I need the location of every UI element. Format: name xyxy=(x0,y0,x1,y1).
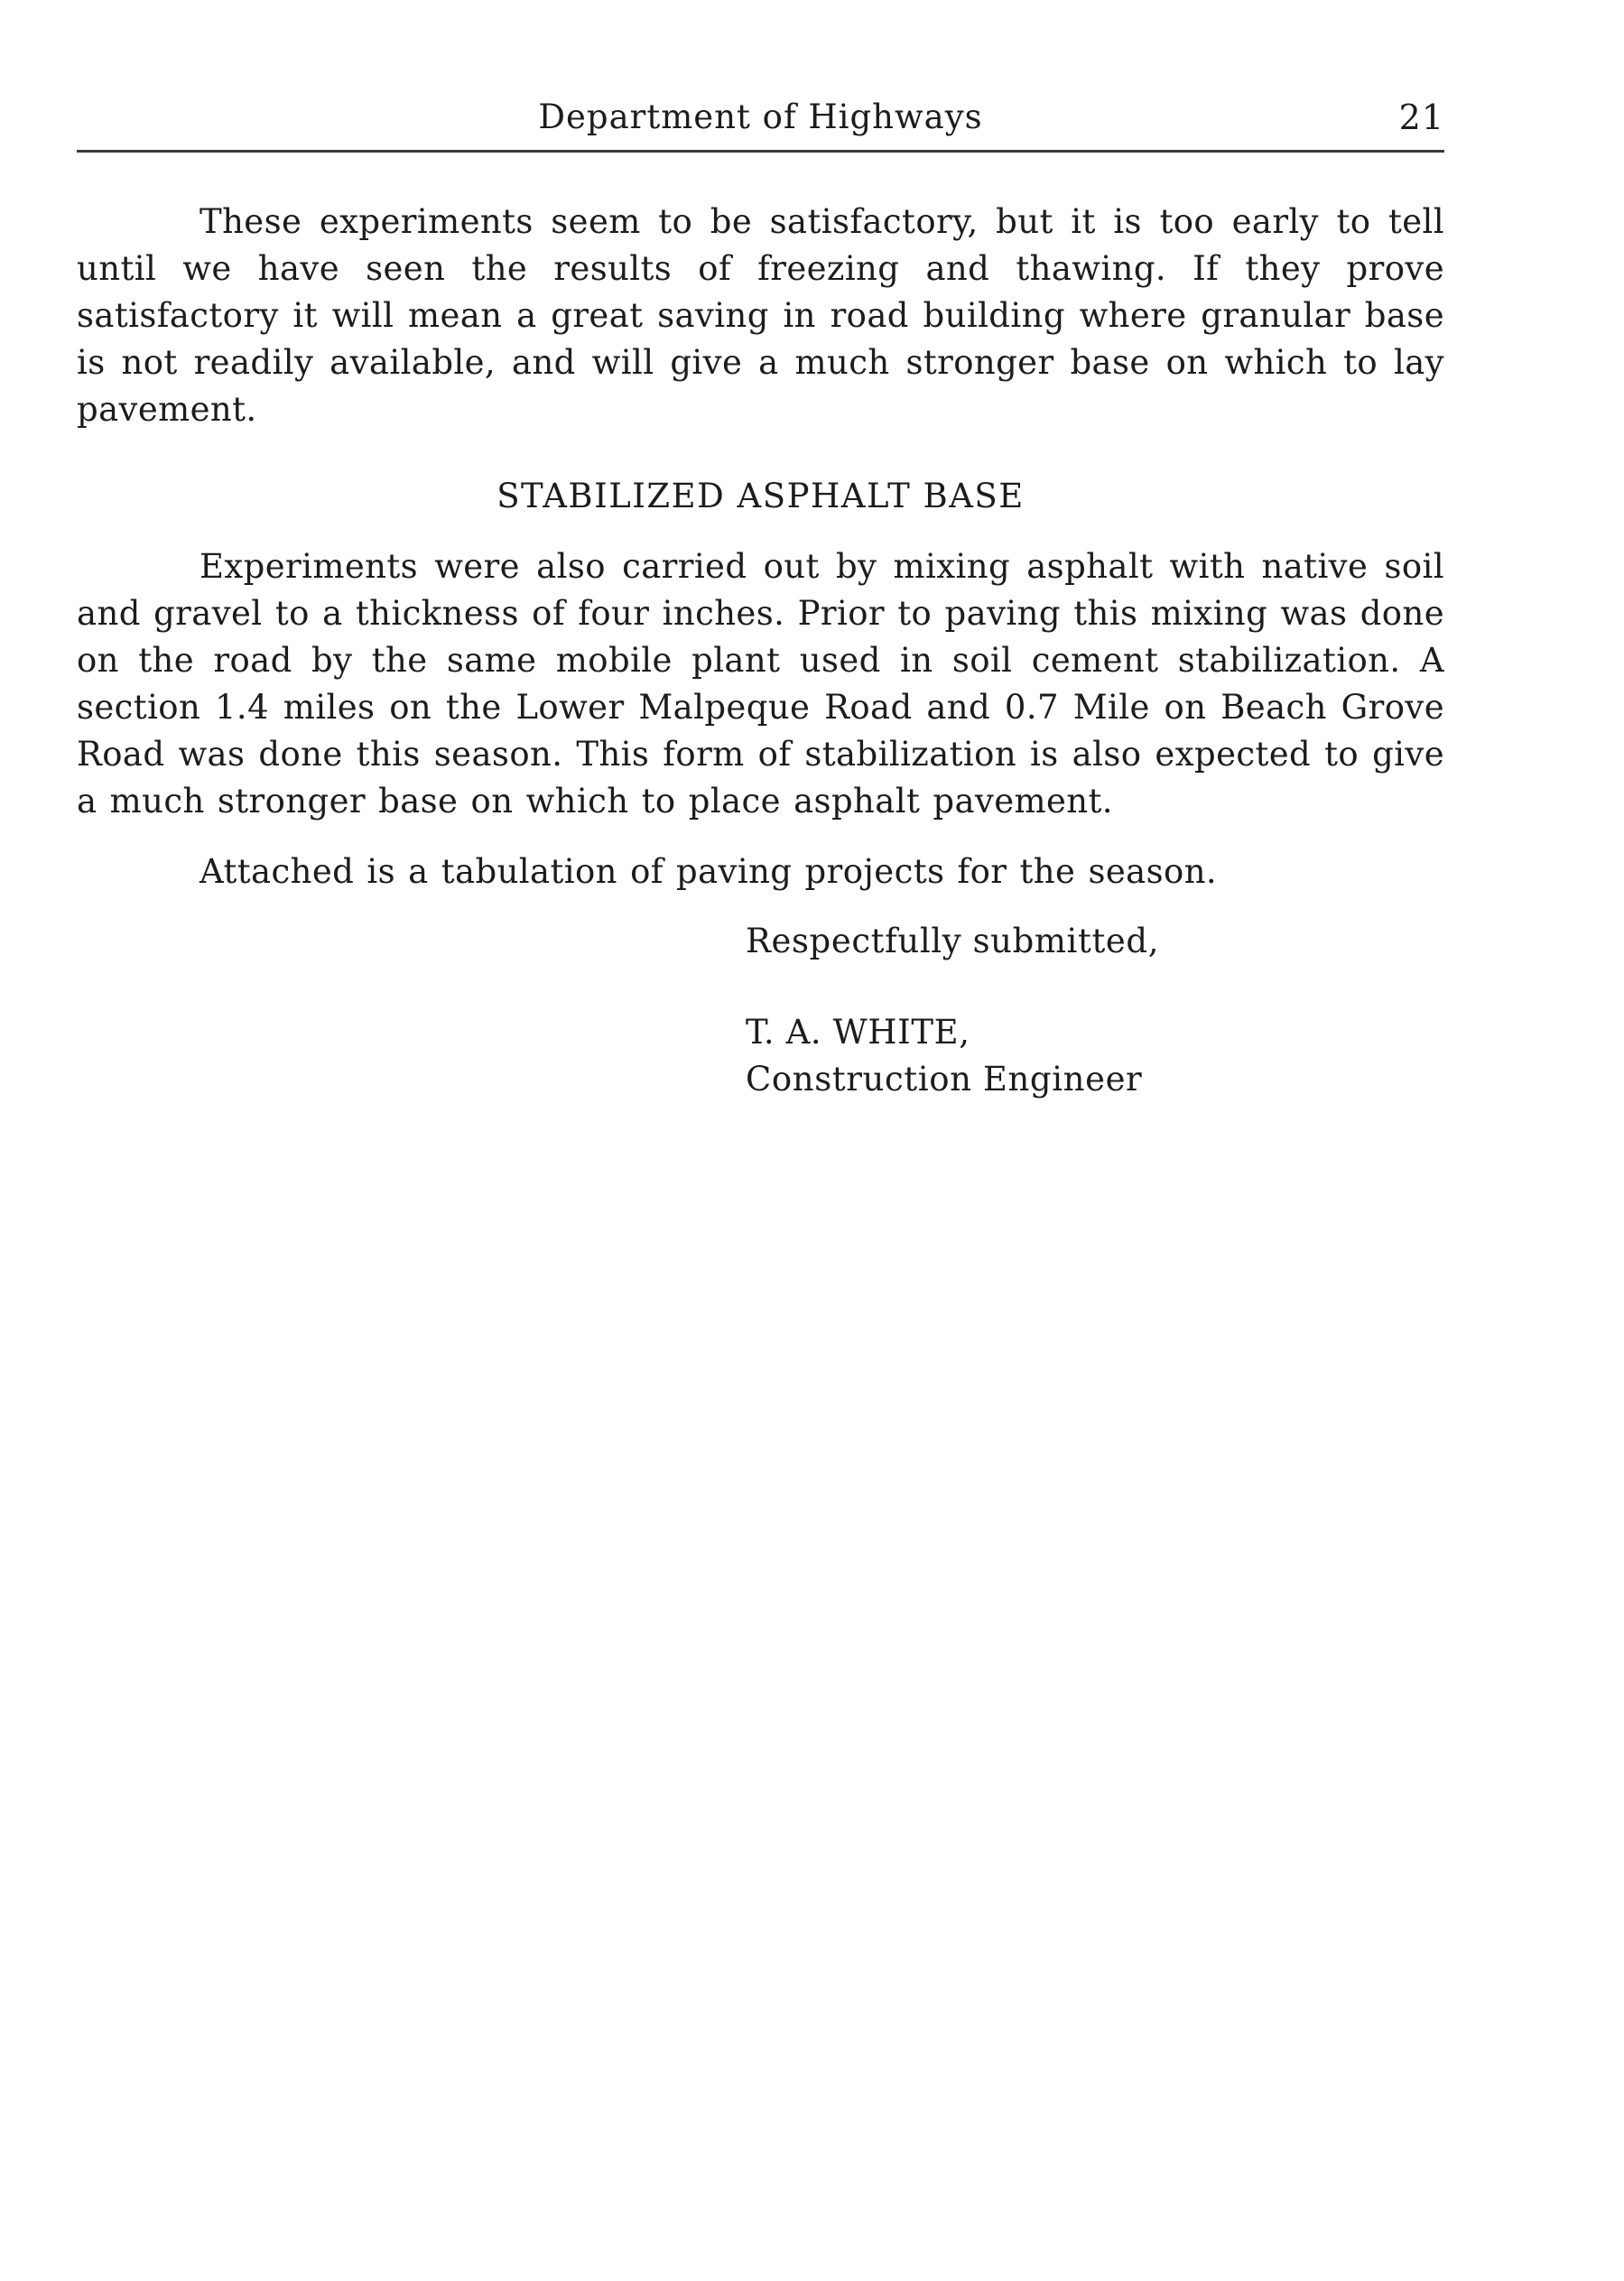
intro-paragraph: These experiments seem to be satisfactory, but it is too early to tell until we have seen the results of freezing and thawing. If they prove satisfactory it will mean a great saving in road building where granular base is not readily available, and will give a much stronger base on which to lay pavement. xyxy=(77,202,1444,429)
asphalt-paragraph: Experiments were also carried out by mixing asphalt with native soil and gravel to a thickness of four inches. Prior to paving this mixing was done on the road by the same mobile plant used in soil cement stabilization. A section 1.4 miles on the Lower Malpeque Road and 0.7 Mile on Beach Grove Road was done this season. This form of stabilization is also expected to give a much stronger base on which to place asphalt pavement. xyxy=(77,547,1444,821)
attached-paragraph: Attached is a tabulation of paving projects for the season. xyxy=(200,852,1218,891)
intro-paragraph-block xyxy=(77,199,1444,433)
running-title: Department of Highways xyxy=(538,97,983,136)
signatory-name: T. A. WHITE, xyxy=(746,1013,970,1052)
closing-salutation: Respectfully submitted, xyxy=(746,922,1160,960)
page-number: 21 xyxy=(1398,97,1444,137)
signatory-title: Construction Engineer xyxy=(746,1060,1143,1099)
section-heading: STABILIZED ASPHALT BASE xyxy=(496,477,1025,515)
running-header xyxy=(77,92,1444,146)
header-rule xyxy=(77,150,1444,153)
attached-paragraph-block xyxy=(77,848,1444,895)
asphalt-paragraph-block xyxy=(77,543,1444,825)
signature-block xyxy=(746,1009,1142,1103)
